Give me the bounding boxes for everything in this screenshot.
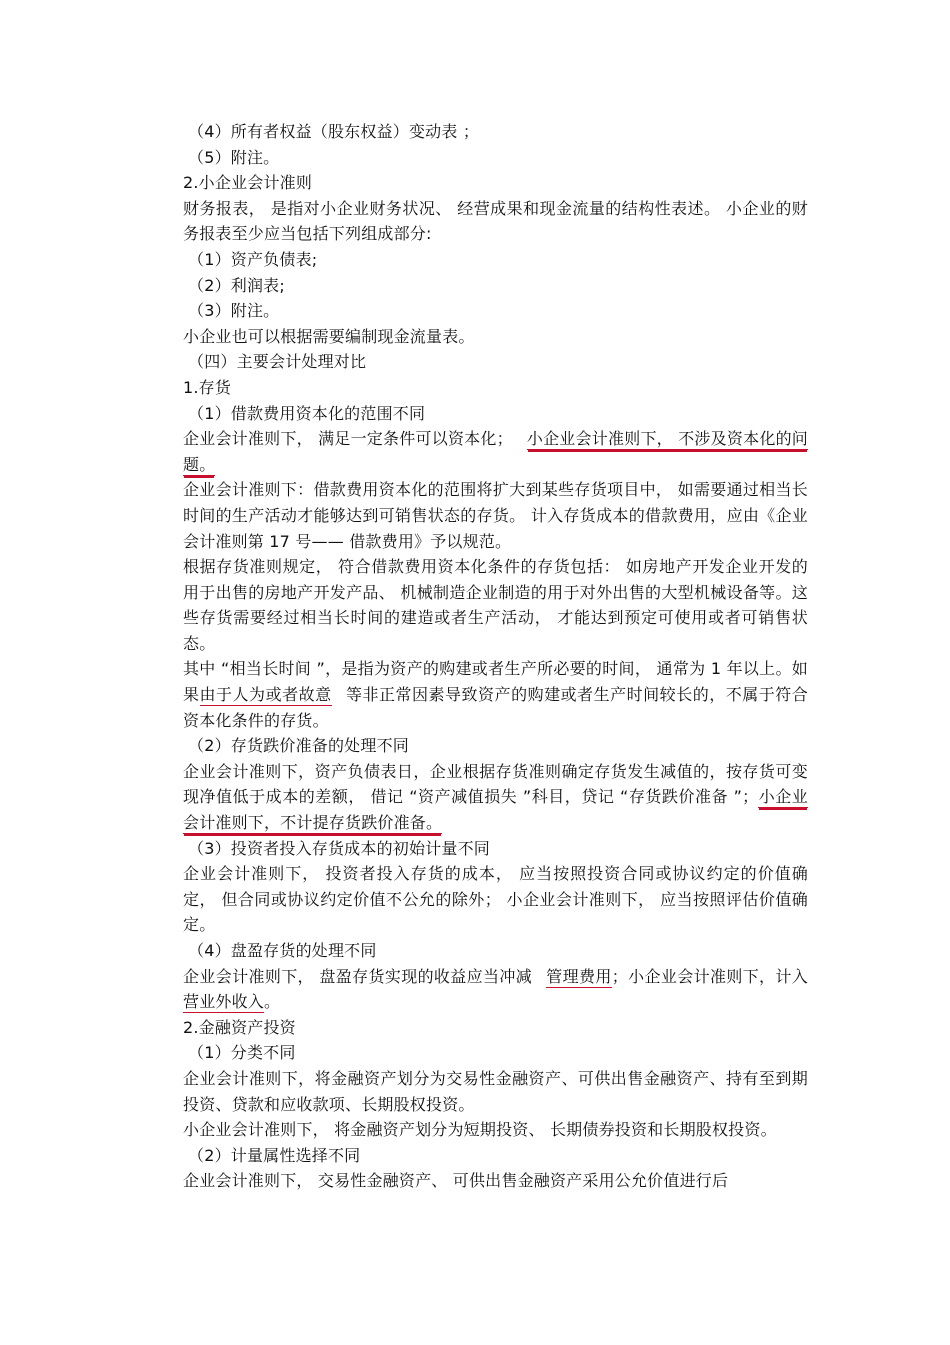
red-underlined-text: 由于人为或者故意 (199, 685, 332, 705)
section-heading: 1.存货 (183, 377, 232, 397)
document-body (143, 119, 808, 1194)
text-run: 其中 “相当长时间 ”，是指为资产的购建或者生产所必要的时间， 通常为 1 年以上。如果 (183, 659, 808, 705)
list-item: （4）所有者权益（股东权益）变动表 ； (188, 122, 480, 141)
paragraph (143, 656, 808, 733)
subsection-heading: （1）借款费用资本化的范围不同 (188, 403, 426, 423)
red-underlined-text: 营业外收入 (183, 992, 265, 1012)
red-underlined-text: 管理费用 (546, 966, 612, 986)
paragraph: 企业会计准则下：借款费用资本化的范围将扩大到某些存货项目中， 如需要通过相当长时间的生产活动才能够达到可销售状态的存货。 计入存货成本的借款费用，应由《企业会计准则第 17 号—— 借款费用》予以规范。 (183, 480, 808, 551)
paragraph: 根据存货准则规定， 符合借款费用资本化条件的存货包括： 如房地产开发企业开发的用于出售的房地产开发产品、 机械制造企业制造的用于对外出售的大型机械设备等。这些存货需要经过相当长时间的建造或者生产活动， 才能达到预定可使用或者可销售状态。 (183, 557, 808, 653)
paragraph: 企业会计准则下，将金融资产划分为交易性金融资产、可供出售金融资产、持有至到期投资、贷款和应收款项、长期股权投资。 (183, 1068, 808, 1114)
subsection-heading: （2）计量属性选择不同 (188, 1145, 361, 1165)
text-run: ；小企业会计准则下，计入 (611, 966, 808, 986)
paragraph (143, 964, 808, 1015)
text-run: 。 (264, 992, 281, 1012)
subsection-heading: （1）分类不同 (188, 1043, 296, 1063)
text-run: 企业会计准则下， 满足一定条件可以资本化； (183, 429, 513, 449)
section-heading: 2.金融资产投资 (183, 1017, 296, 1037)
paragraph (143, 426, 808, 477)
list-item: （1）资产负债表; (188, 249, 318, 269)
text-run: 等非正常因素导致资产的购建或者生产时间较长的，不属于符合资本化条件的存货。 (183, 685, 808, 730)
paragraph: 财务报表， 是指对小企业财务状况、 经营成果和现金流量的结构性表述。 小企业的财务报表至少应当包括下列组成部分: (183, 198, 808, 244)
paragraph: 企业会计准则下， 交易性金融资产、 可供出售金融资产采用公允价值进行后 (183, 1171, 729, 1191)
paragraph: 企业会计准则下， 投资者投入存货的成本， 应当按照投资合同或协议约定的价值确定， 但合同或协议约定价值不公允的除外； 小企业会计准则下， 应当按照评估价值确定。 (183, 864, 808, 935)
subsection-heading: （4）盘盈存货的处理不同 (188, 941, 377, 960)
paragraph: 小企业也可以根据需要编制现金流量表。 (183, 326, 475, 346)
section-heading: （四）主要会计处理对比 (188, 352, 367, 372)
list-item: （3）附注。 (188, 301, 280, 321)
list-item: （2）利润表; (188, 275, 285, 295)
paragraph: 小企业会计准则下， 将金融资产划分为短期投资、 长期债券投资和长期股权投资。 (183, 1120, 777, 1140)
red-underlined-text: 小企业会计准则下， 不涉及资本化的问题。 (183, 429, 808, 474)
red-underlined-text: 小企业会计准则下，不计提存货跌价准备。 (183, 787, 808, 833)
paragraph (143, 759, 808, 836)
subsection-heading: （2）存货跌价准备的处理不同 (188, 736, 409, 756)
text-run: 企业会计准则下，资产负债表日，企业根据存货准则确定存货发生减值的，按存货可变现净值低于成本的差额， 借记 “资产减值损失 ”科目，贷记 “存货跌价准备 ”； (183, 761, 808, 807)
text-run: 企业会计准则下， 盘盈存货实现的收益应当冲减 (183, 966, 533, 986)
list-item: （5）附注。 (188, 147, 280, 167)
subsection-heading: （3）投资者投入存货成本的初始计量不同 (188, 838, 490, 858)
section-heading: 2.小企业会计准则 (183, 173, 313, 193)
